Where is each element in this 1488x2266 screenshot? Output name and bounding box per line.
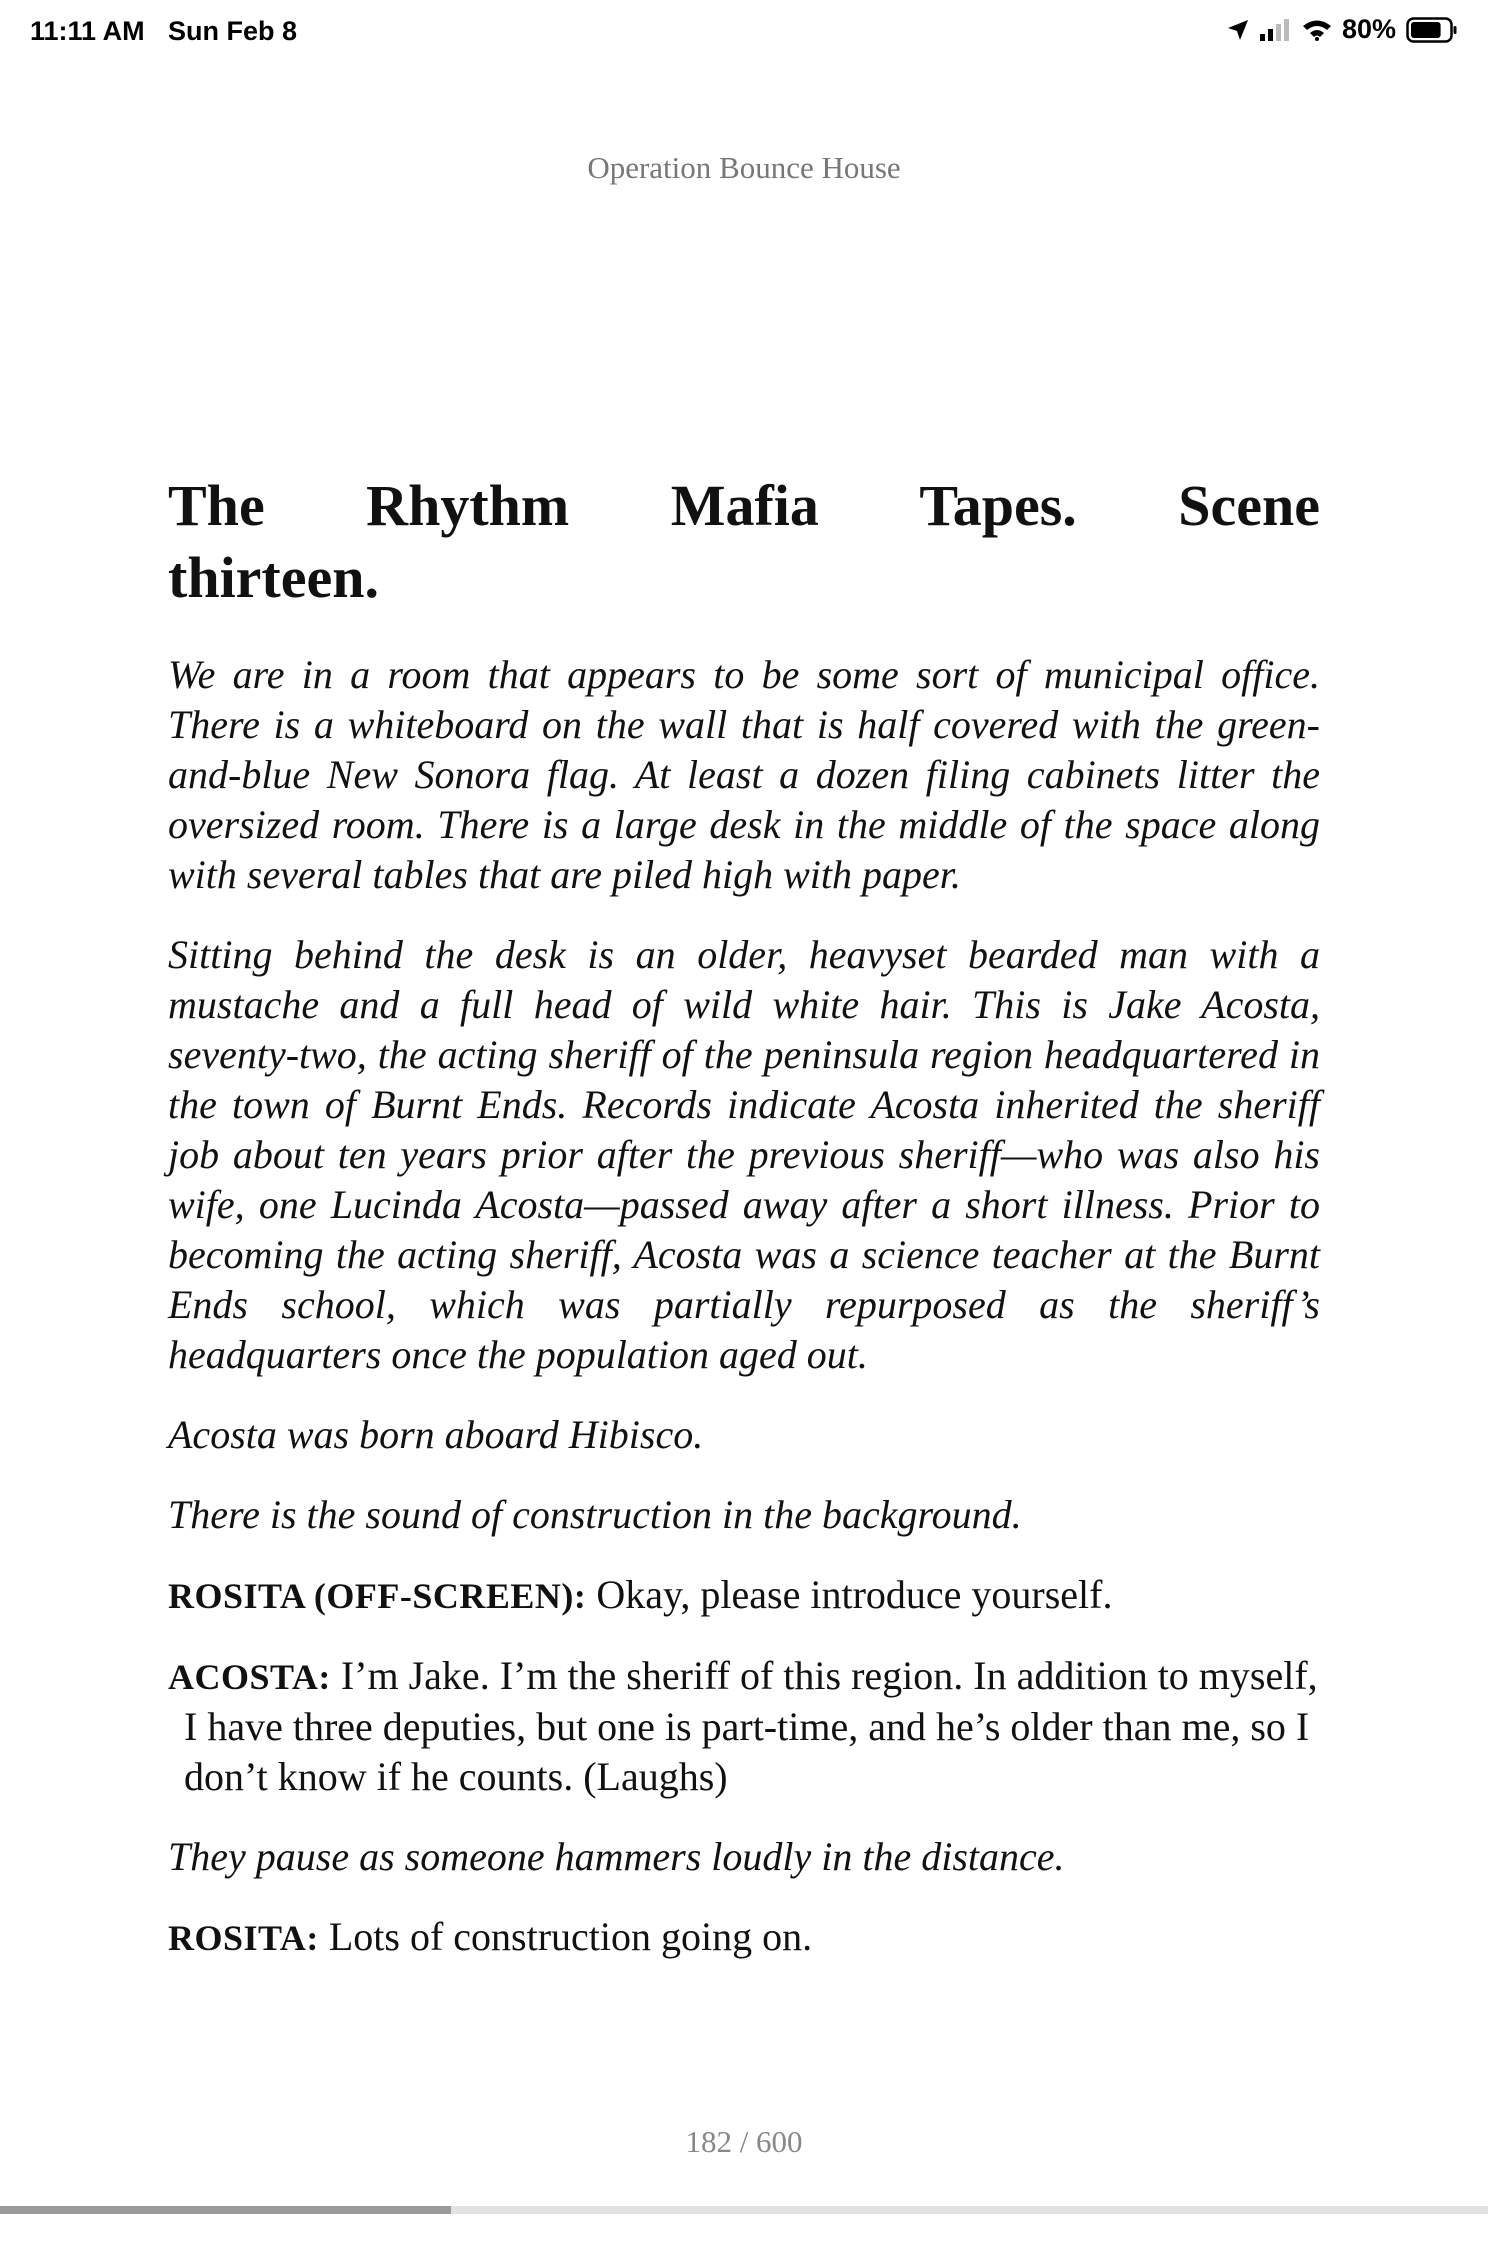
- dialog-line: [168, 1912, 1320, 1963]
- paragraph-pause: They pause as someone hammers loudly in the distance.: [168, 1834, 1065, 1879]
- paragraph-character-intro: Sitting behind the desk is an older, heavyset bearded man with a mustache and a full head of wild white hair. This is Jake Acosta, seventy-two, the acting sheriff of the peninsula region headquartered in the town of Burnt Ends. Records indicate Acosta inherited the sheriff job about ten years prior after the previous sheriff—who was also his wife, one Lucinda Acosta—passed away after a short illness. Prior to becoming the acting sheriff, Acosta was a science teacher at the Burnt Ends school, which was partially repurposed as the sheriff’s headquarters once the population aged out.: [168, 932, 1320, 1377]
- speaker-label: ROSITA:: [168, 1918, 319, 1958]
- chapter-title: [168, 470, 1320, 614]
- battery-percentage: 80%: [1341, 14, 1396, 44]
- page-number: 182 / 600: [685, 2124, 803, 2159]
- status-date: Sun Feb 8: [168, 16, 298, 46]
- paragraph-sound: There is the sound of construction in the background.: [168, 1492, 1022, 1537]
- chapter-title-line1: The Rhythm Mafia Tapes. Scene: [168, 473, 1320, 538]
- wifi-icon: [1302, 19, 1332, 41]
- speaker-label: ROSITA (OFF-SCREEN):: [168, 1576, 587, 1616]
- paragraph-birthplace: Acosta was born aboard Hibisco.: [168, 1412, 704, 1457]
- location-arrow-icon: [1226, 18, 1250, 42]
- dialog-line: [168, 1570, 1320, 1621]
- reading-progress-fill: [0, 2206, 451, 2214]
- chapter-title-line2: thirteen.: [168, 545, 379, 610]
- book-title-header: Operation Bounce House: [587, 150, 901, 185]
- dialog-line: [168, 1651, 1320, 1802]
- paragraph-scene-description: We are in a room that appears to be some sort of municipal office. There is a whiteboard on the wall that is half covered with the green-and-blue New Sonora flag. At least a dozen filing cabinets litter the oversized room. There is a large desk in the middle of the space along with several tables that are piled high with paper.: [168, 652, 1320, 897]
- status-time: 11:11 AM: [30, 16, 145, 46]
- dialog-text: I’m Jake. I’m the sheriff of this region. In addition to myself, I have three deputies, but one is part-time, and he’s older than me, so I don’t know if he counts. (Laughs): [184, 1653, 1318, 1799]
- page-content: [168, 470, 1320, 1993]
- battery-icon: [1406, 17, 1458, 43]
- dialog-text: Okay, please introduce yourself.: [586, 1572, 1113, 1617]
- dialog-text: Lots of construction going on.: [318, 1914, 813, 1959]
- status-bar: [0, 0, 1488, 60]
- status-indicators: [1226, 14, 1458, 45]
- reading-progress-bar[interactable]: [0, 2206, 1488, 2214]
- cellular-signal-icon: [1260, 19, 1292, 41]
- speaker-label: ACOSTA:: [168, 1657, 331, 1697]
